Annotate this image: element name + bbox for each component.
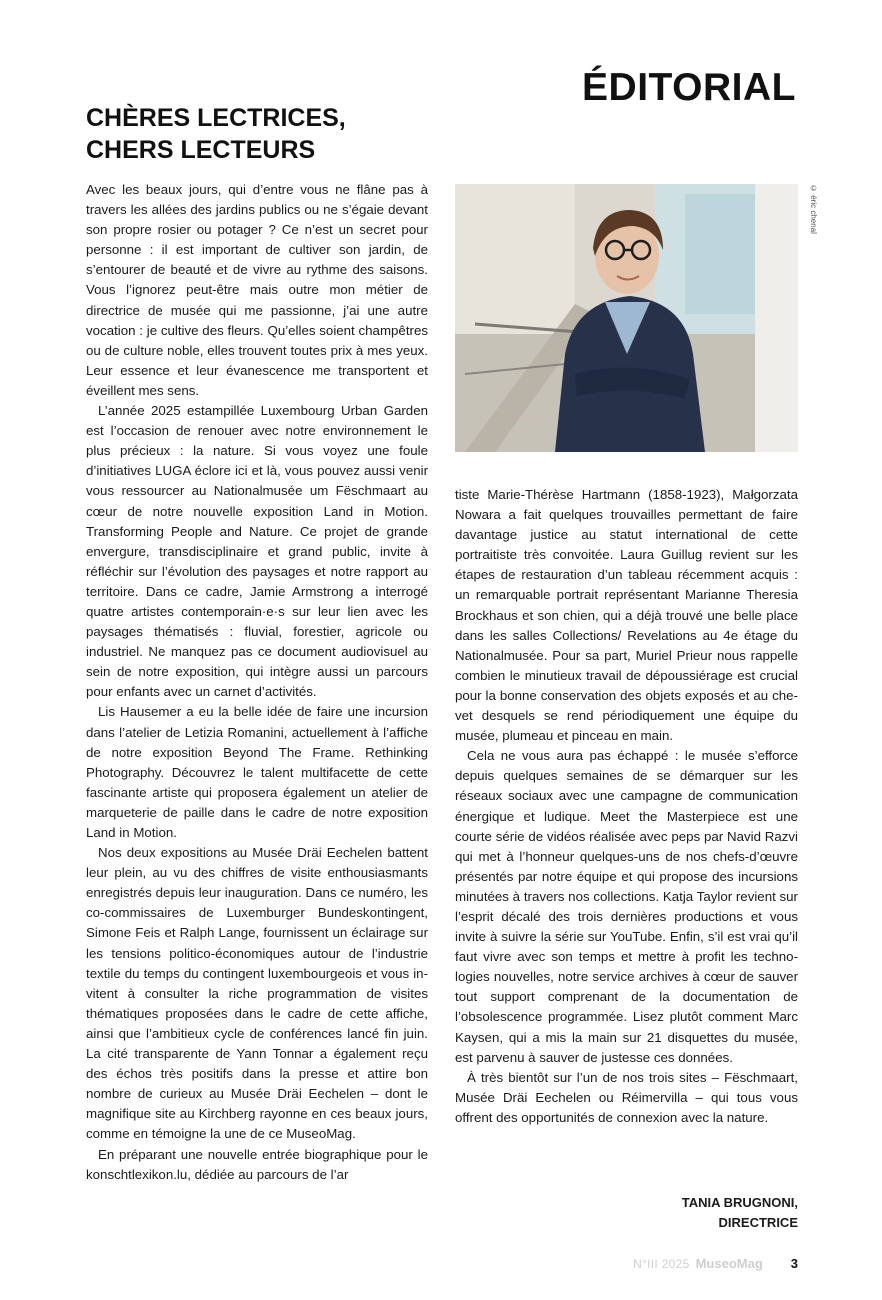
greeting-line-2: CHERS LECTEURS <box>86 136 316 164</box>
paragraph: En préparant une nouvelle entrée biographique pour le konschtlexikon.lu, dédiée au parcours de l’ar <box>86 1146 428 1182</box>
right-column <box>455 485 798 1128</box>
paragraph: tiste Marie-Thérèse Hartmann (1858-1923), Małgorzata Nowara a fait quelques trouvailles permettant de faire davantage justice au statut international de cette portraitiste très convoitée. Laura Guillug revient sur les étapes de restauration d’un tableau récemment acquis : un remarquable portrait représentant Marianne Theresia Brockhaus et son chien, qui a déjà trouvé une belle place dans les salles Collections/ Revelations au 4e étage du Nationalmusée. Pour sa part, Muriel Prieur nous rappelle combien le minutieux travail de dépoussiérage est crucial pour la bonne conservation des objets exposés et au chevet desquels se rend périodiquement une équipe du musée, plumeau et pinceau en main. <box>455 487 798 744</box>
paragraph: Cela ne vous aura pas échappé : le musée s’efforce depuis quelques semaines de se démarquer sur les réseaux sociaux avec une campagne de communication énergique et ludique. Meet the Masterpiece est une courte série de vidéos réalisée avec peps par Navid Razvi qui met à l’honneur quelques-uns de nos chefs-d’œuvre présentés par notre équipe et qui propose des incursions minutées à travers nos collections. Katja Taylor revient sur l’esprit décalé des trois dernières productions et vous invite à suivre la série sur YouTube. Enfin, s’il est vrai qu’il faut vivre avec son temps et mettre à profit les technologies nouvelles, notre service archives à cœur de sauver tout support comprenant de la documentation de l’obsolescence programmée. Lisez plutôt comment Marc Kaysen, qui a mis la main sur 21 disquettes du musée, est parvenu à sauver de justesse ces données. <box>455 748 798 1065</box>
paragraph: Nos deux expositions au Musée Dräi Eechelen battent leur plein, au vu des chiffres de visite enthousiasmants enregistrés depuis leur inauguration. Dans ce numéro, les co-commissaires de Luxemburger Bundeskontingent, Simone Feis et Ralph Lange, fournissent un éclairage sur les tensions politico-économiques autour de l’industrie textile du temps du contingent luxembourgeois et vous invitent à consulter la riche programmation de visites thématiques proposées dans le cadre de cette affiche, ainsi que l’ambitieux cycle de conférences lancé fin juin. La cité transparente de Yann Tonnar a également reçu des échos très positifs dans la presse et attire bon nombre de curieux au Musée Dräi Eechelen – dont le magnifique site au Kirchberg rayonne en ces beaux jours, comme en témoigne la une de ce MuseoMag. <box>86 845 428 1142</box>
paragraph: Avec les beaux jours, qui d’entre vous ne flâne pas à travers les allées des jardins publics ou ne s’égaie devant son propre rosier ou potager ? Ce n’est un secret pour personne : il est important de cultiver son jardin, de s’entourer de beauté et de vivre au rythme des saisons. Vous l’ignorez peut-être mais outre mon métier de directrice de musée qui me passionne, j’ai une autre vocation : je cultive des fleurs. Qu’elles soient champêtres ou de culture noble, elles trouvent toutes prix à mes yeux. Leur essence et leur évanescence me transportent et éveillent mes sens. <box>86 182 428 398</box>
paragraph: L’année 2025 estampillée Luxembourg Urban Garden est l’occasion de renouer avec notre environnement le plus précieux : la nature. Si vous voyez une foule d’initiatives LUGA éclore ici et là, vous pouvez aussi venir vous ressourcer au Nationalmusée um Fëschmaart au cœur de notre nouvelle exposition Land in Motion. Transforming People and Nature. Ce projet de grande envergure, transdisciplinaire et grand public, invite à réfléchir sur l’évolution des paysages et notre rapport au territoire. Dans ce cadre, Jamie Armstrong a interrogé quatre artistes contemporain·e·s sur leur lien avec les paysages thématisés : fluvial, forestier, agricole ou industriel. Ne manquez pas ce document audiovisuel au sein de notre exposition, qui intègre aussi un parcours pour enfants avec un carnet d’activités. <box>86 403 428 700</box>
greeting-line-1: CHÈRES LECTRICES, <box>86 104 346 132</box>
page-footer <box>633 1256 798 1271</box>
issue-number: N°III 2025 <box>633 1257 690 1271</box>
portrait-illustration <box>455 184 798 452</box>
paragraph: Lis Hausemer a eu la belle idée de faire une incursion dans l’atelier de Letizia Romanini, actuellement à l’affiche de notre exposition Beyond The Frame. Rethinking Photography. Découvrez le talent multifacette de cette fascinante artiste qui proposera également un atelier de marqueterie de paille dans le cadre de notre exposition Land in Motion. <box>86 704 428 840</box>
greeting-heading <box>86 102 446 166</box>
signature-name: TANIA BRUGNONI, <box>681 1195 798 1210</box>
left-column <box>86 180 428 1185</box>
photo-credit: © éric chenal <box>809 184 818 234</box>
signature <box>682 1193 798 1233</box>
section-title: ÉDITORIAL <box>582 66 796 109</box>
paragraph: À très bientôt sur l’un de nos trois sites – Fëschmaart, Musée Dräi Eechelen ou Réimervilla – qui tous vous offrent des opportunités de connexion avec la nature. <box>455 1069 798 1125</box>
page-number: 3 <box>790 1256 798 1271</box>
signature-role: DIRECTRICE <box>718 1215 798 1230</box>
portrait-photo <box>455 184 798 452</box>
magazine-name: MuseoMag <box>695 1256 763 1271</box>
